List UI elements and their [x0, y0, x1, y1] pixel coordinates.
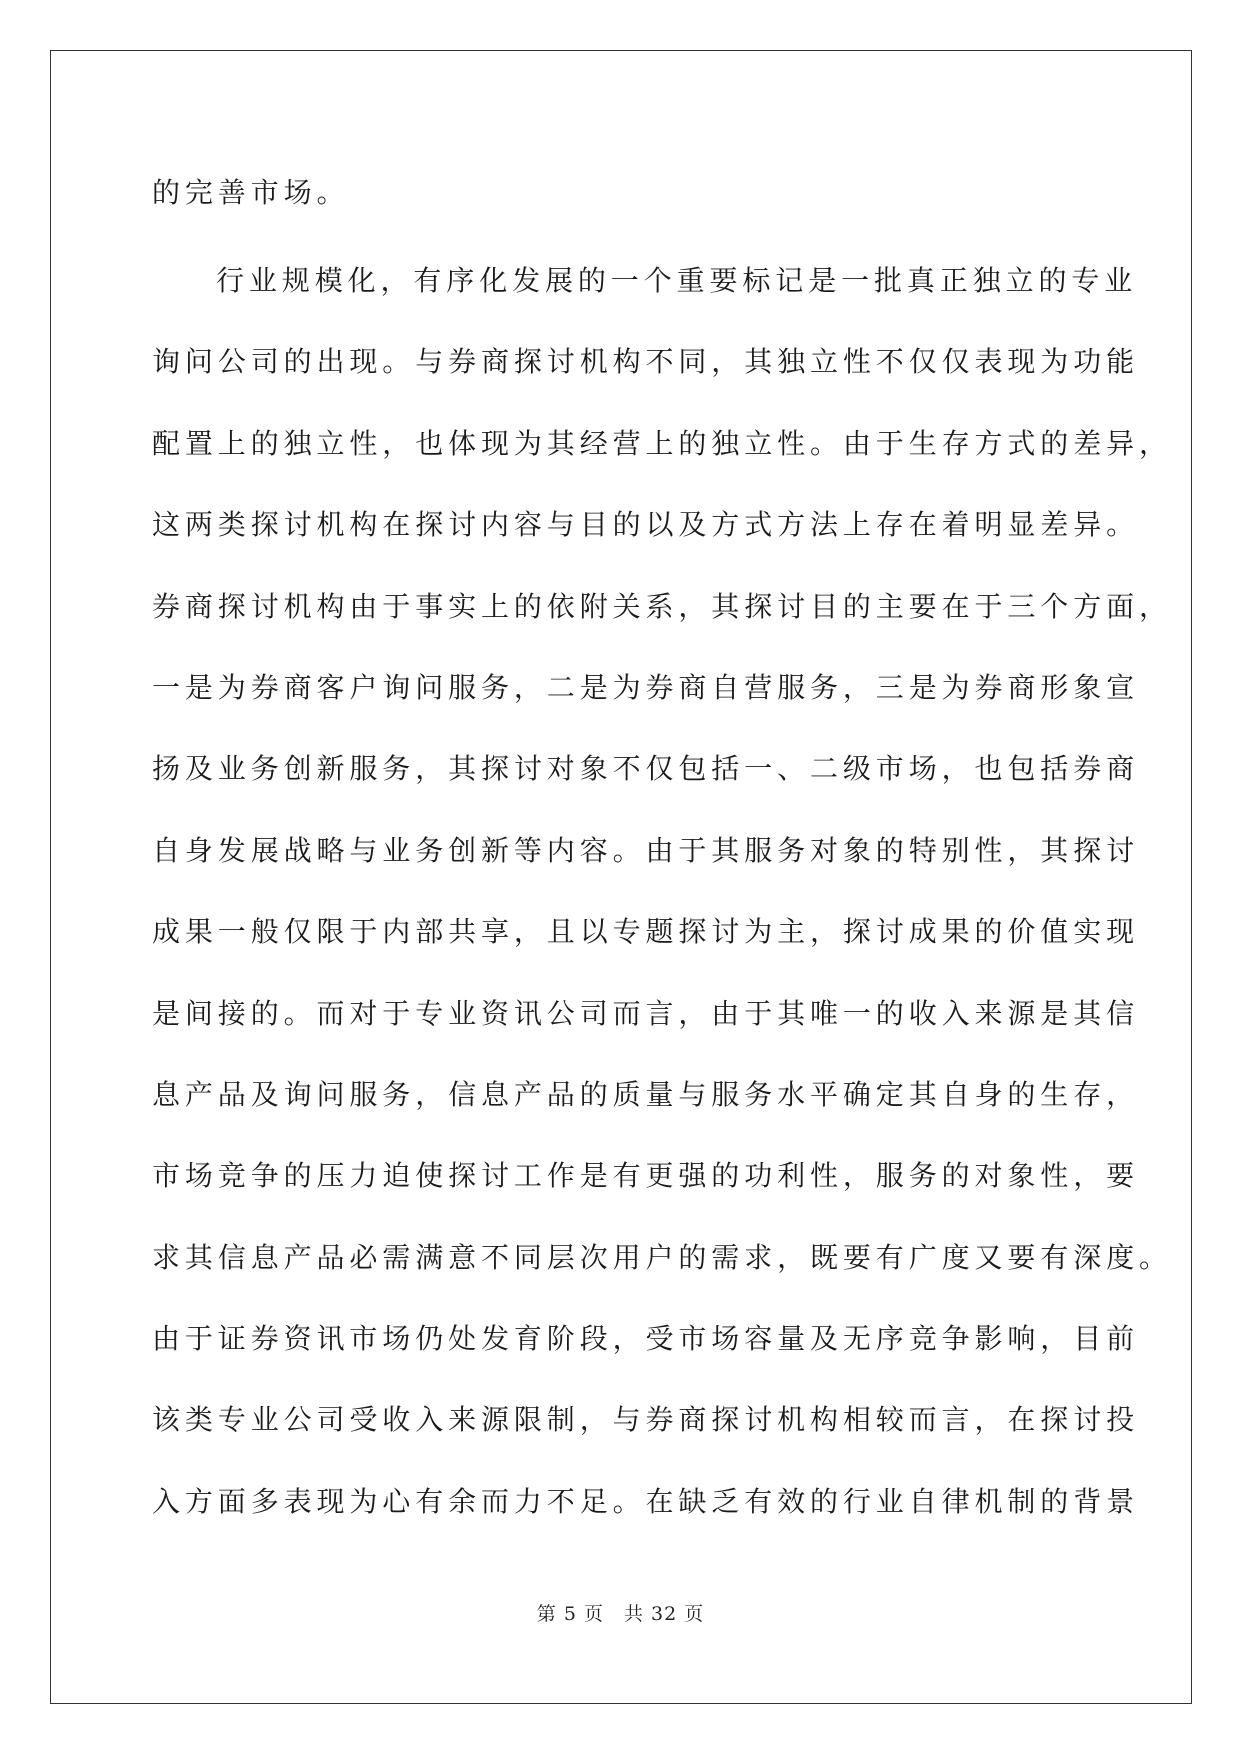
text-line: 入方面多表现为心有余而力不足。在缺乏有效的行业自律机制的背景: [152, 1484, 1140, 1518]
text-line: 的完善市场。: [152, 176, 350, 209]
text-line: 扬及业务创新服务，其探讨对象不仅包括一、二级市场，也包括券商: [152, 752, 1140, 786]
text-line: 自身发展战略与业务创新等内容。由于其服务对象的特别性，其探讨: [152, 833, 1140, 867]
text-line: 一是为券商客户询问服务，二是为券商自营服务，三是为券商形象宣: [152, 670, 1140, 704]
text-line: 询问公司的出现。与券商探讨机构不同，其独立性不仅仅表现为功能: [152, 345, 1140, 379]
paragraph-first-line: 行业规模化，有序化发展的一个重要标记是一批真正独立的专业: [216, 264, 1138, 297]
text-line: 是间接的。而对于专业资讯公司而言，由于其唯一的收入来源是其信: [152, 996, 1140, 1030]
text-line: 券商探讨机构由于事实上的依附关系，其探讨目的主要在于三个方面，: [152, 589, 1172, 623]
text-line: 息产品及询问服务，信息产品的质量与服务水平确定其自身的生存，: [152, 1077, 1140, 1111]
text-line: 由于证券资讯市场仍处发育阶段，受市场容量及无序竞争影响，目前: [152, 1322, 1140, 1356]
text-line: 这两类探讨机构在探讨内容与目的以及方式方法上存在着明显差异。: [152, 508, 1140, 542]
text-line: 配置上的独立性，也体现为其经营上的独立性。由于生存方式的差异，: [152, 426, 1172, 460]
body-text: [152, 146, 1172, 1542]
text-line: 成果一般仅限于内部共享，且以专题探讨为主，探讨成果的价值实现: [152, 915, 1140, 949]
text-line: 求其信息产品必需满意不同层次用户的需求，既要有广度又要有深度。: [152, 1240, 1172, 1274]
text-line: 市场竞争的压力迫使探讨工作是有更强的功利性，服务的对象性，要: [152, 1159, 1140, 1193]
text-line: 该类专业公司受收入来源限制，与券商探讨机构相较而言，在探讨投: [152, 1403, 1140, 1437]
page-number: 第 5 页 共 32 页: [536, 1603, 705, 1625]
